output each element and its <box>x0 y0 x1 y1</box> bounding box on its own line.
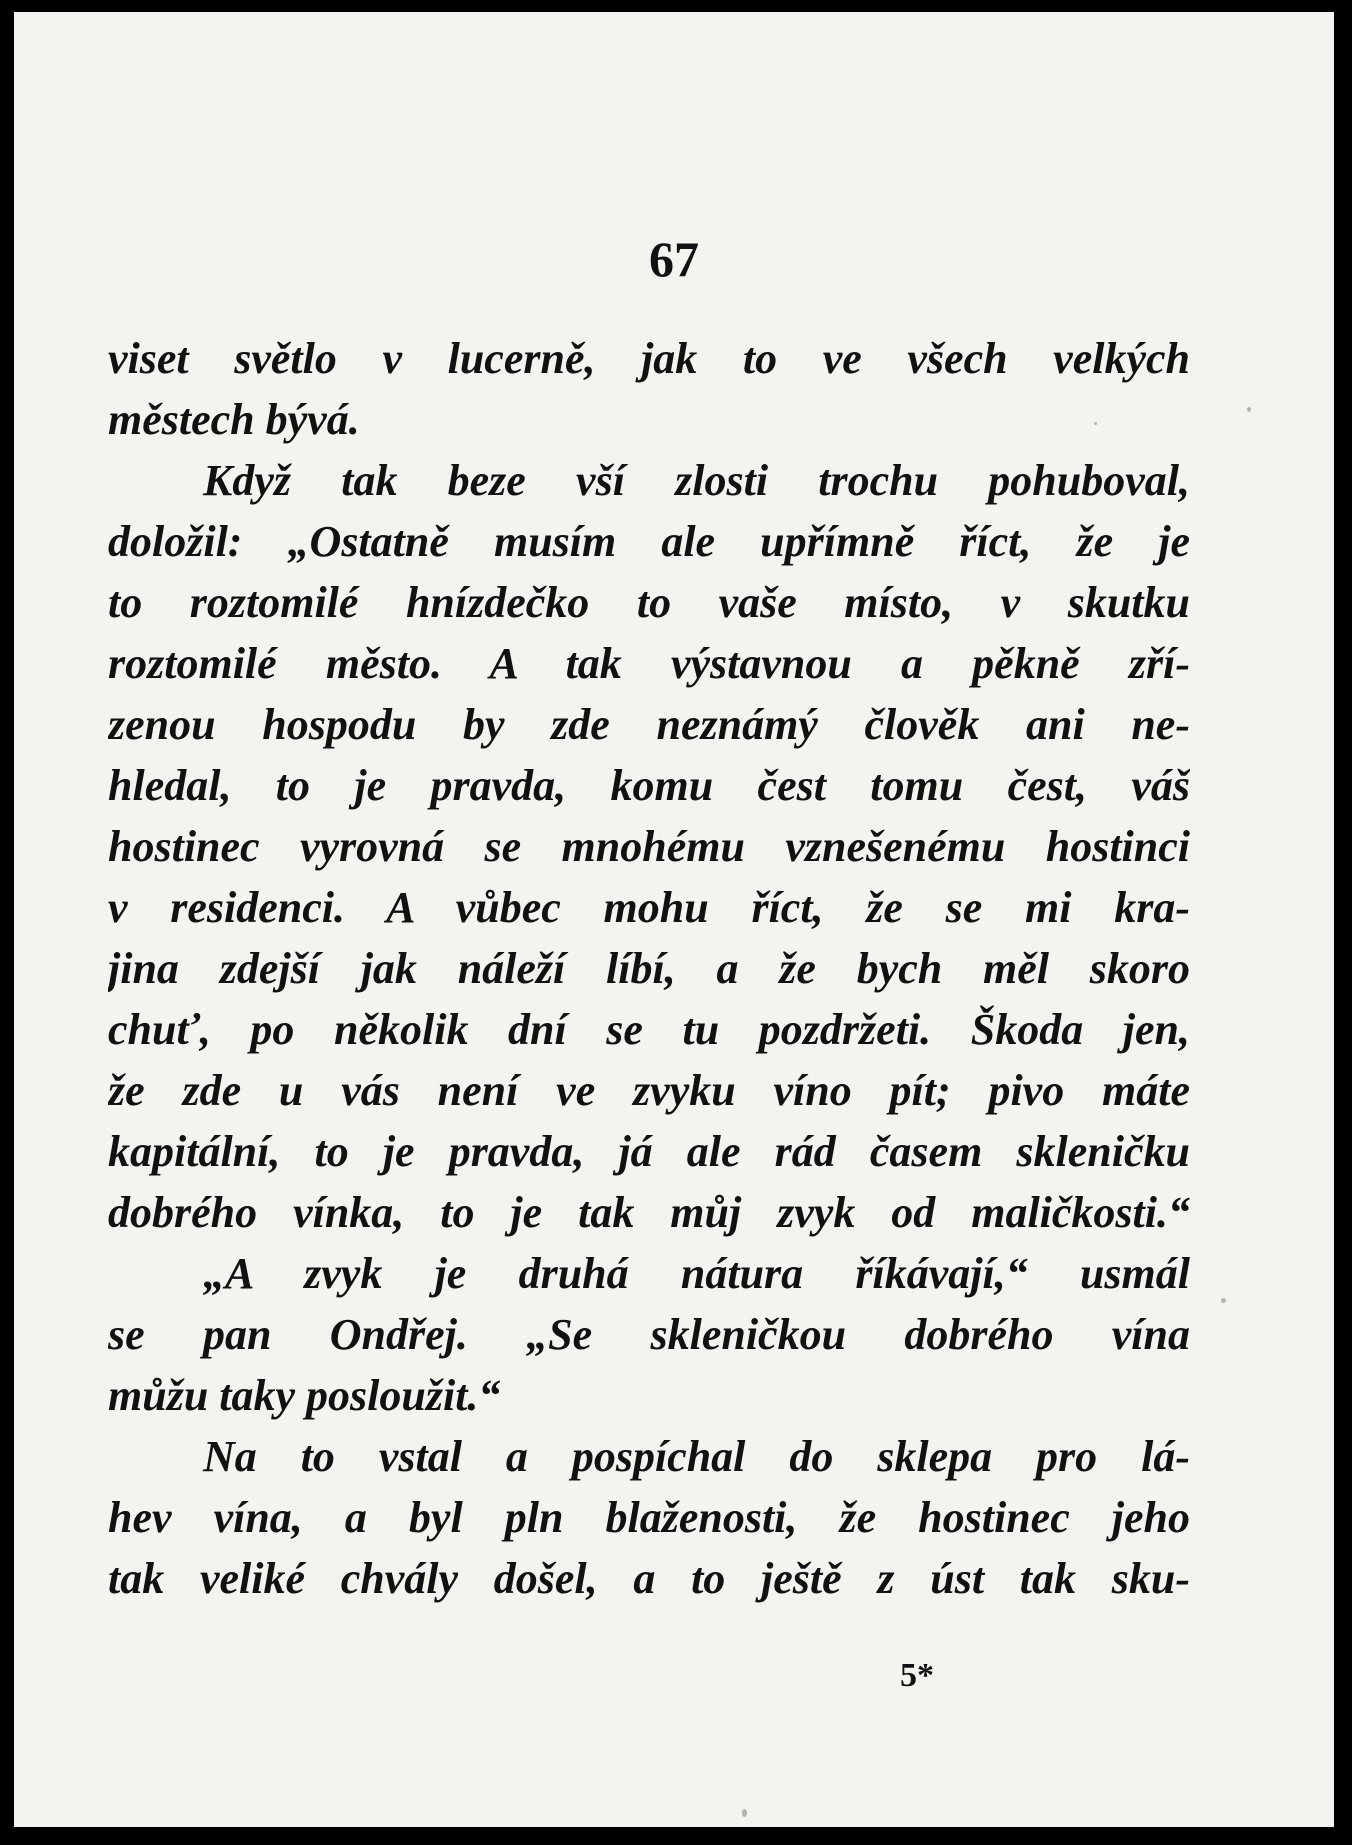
body-text <box>108 328 1190 1609</box>
book-page <box>14 12 1334 1827</box>
page-number: 67 <box>649 231 699 287</box>
text-line: městech bývá. <box>108 395 360 444</box>
text-line: hev vína, a byl pln blaženosti, že hostinec jeho <box>108 1493 1190 1542</box>
text-line: zenou hospodu by zde neznámý člověk ani ne- <box>108 700 1190 749</box>
paper-speck <box>1221 1298 1226 1303</box>
text-line: můžu taky posloužit.“ <box>108 1371 501 1420</box>
paper-speck <box>742 1809 747 1817</box>
text-line: „A zvyk je druhá nátura říkávají,“ usmál <box>203 1249 1190 1298</box>
text-line: že zde u vás není ve zvyku víno pít; pivo máte <box>108 1066 1190 1115</box>
paper-speck <box>1094 422 1097 425</box>
paper-speck <box>1247 407 1251 412</box>
text-line: Na to vstal a pospíchal do sklepa pro lá- <box>203 1432 1190 1481</box>
text-line: to roztomilé hnízdečko to vaše místo, v skutku <box>108 578 1190 627</box>
text-line: jina zdejší jak náleží líbí, a že bych měl skoro <box>108 944 1190 993</box>
text-line: Když tak beze vší zlosti trochu pohuboval, <box>203 456 1190 505</box>
text-line: doložil: „Ostatně musím ale upřímně říct, že je <box>108 517 1190 566</box>
text-line: hostinec vyrovná se mnohému vznešenému hostinci <box>108 822 1190 871</box>
text-line: roztomilé město. A tak výstavnou a pěkně zří- <box>108 639 1190 688</box>
text-line: hledal, to je pravda, komu čest tomu čest, váš <box>108 761 1190 810</box>
text-line: dobrého vínka, to je tak můj zvyk od maličkosti.“ <box>108 1188 1190 1237</box>
signature-mark: 5* <box>900 1657 934 1694</box>
text-line: viset světlo v lucerně, jak to ve všech velkých <box>108 334 1190 383</box>
text-line: v residenci. A vůbec mohu říct, že se mi kra- <box>108 883 1190 932</box>
text-line: tak veliké chvály došel, a to ještě z úst tak sku- <box>108 1554 1190 1603</box>
text-line: chuť, po několik dní se tu pozdržeti. Škoda jen, <box>108 1005 1190 1054</box>
text-line: kapitální, to je pravda, já ale rád časem skleničku <box>108 1127 1190 1176</box>
text-line: se pan Ondřej. „Se skleničkou dobrého vína <box>108 1310 1190 1359</box>
